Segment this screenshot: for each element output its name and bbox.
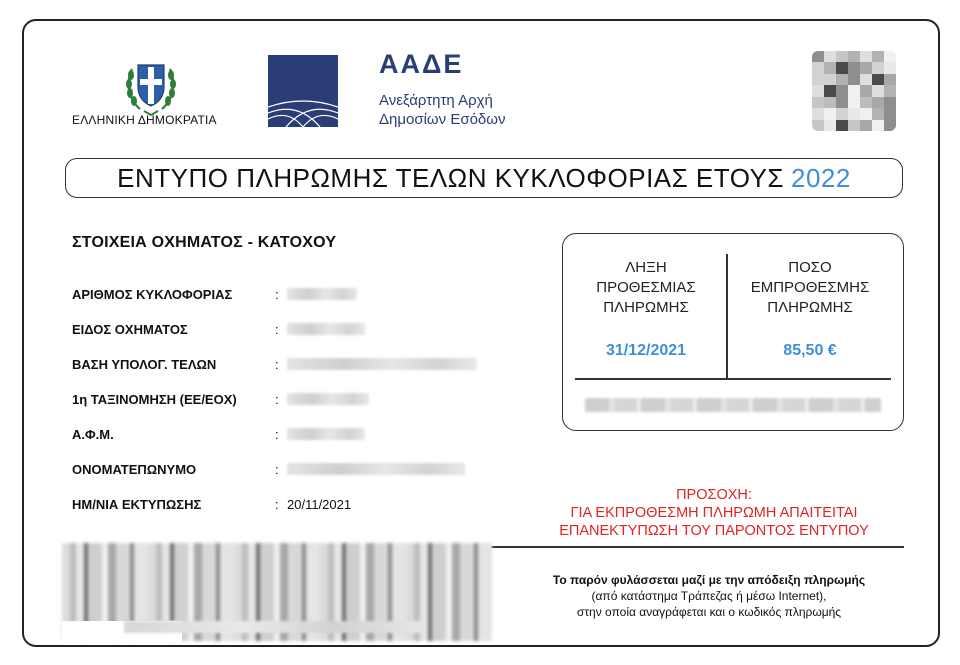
qr-pixel xyxy=(872,74,884,85)
qr-pixel xyxy=(860,120,872,131)
payment-info-box xyxy=(562,233,904,431)
redacted-value xyxy=(287,393,369,405)
qr-pixel xyxy=(812,120,824,131)
field-print-date xyxy=(72,494,492,514)
field-colon: : xyxy=(275,321,279,337)
qr-pixel xyxy=(824,62,836,73)
qr-pixel xyxy=(812,74,824,85)
qr-pixel xyxy=(848,108,860,119)
qr-pixel xyxy=(884,85,896,96)
qr-pixel xyxy=(824,74,836,85)
qr-pixel xyxy=(872,51,884,62)
redacted-value xyxy=(287,323,365,335)
qr-pixel xyxy=(872,62,884,73)
authority-name-line2: Δημοσίων Εσόδων xyxy=(379,111,506,128)
field-label: Α.Φ.Μ. xyxy=(72,426,114,442)
redacted-value xyxy=(287,428,365,440)
authority-acronym: ΑΑΔΕ xyxy=(379,49,464,79)
qr-pixel xyxy=(824,108,836,119)
qr-pixel xyxy=(812,97,824,108)
deadline-label xyxy=(571,258,721,318)
redacted-value xyxy=(287,463,465,475)
qr-pixel xyxy=(860,62,872,73)
field-label: ΟΝΟΜΑΤΕΠΩΝΥΜΟ xyxy=(72,461,197,477)
qr-pixel xyxy=(824,97,836,108)
receipt-note xyxy=(514,572,904,620)
qr-pixel xyxy=(884,120,896,131)
late-payment-warning xyxy=(524,486,904,540)
field-colon: : xyxy=(275,286,279,302)
aade-logo-icon xyxy=(268,55,338,127)
vehicle-section-title: ΣΤΟΙΧΕΙΑ ΟΧΗΜΑΤΟΣ - ΚΑΤΟΧΟΥ xyxy=(72,234,337,251)
document-title xyxy=(65,158,903,198)
qr-pixel xyxy=(848,51,860,62)
qr-pixel xyxy=(836,108,848,119)
redacted-value xyxy=(287,358,477,370)
field-colon: : xyxy=(275,461,279,477)
qr-pixel xyxy=(836,51,848,62)
warning-divider xyxy=(491,546,904,548)
authority-name-line1: Ανεξάρτητη Αρχή xyxy=(379,92,493,109)
amount-label-line: ΠΛΗΡΩΜΗΣ xyxy=(767,299,853,316)
field-registration-number xyxy=(72,284,492,304)
qr-pixel xyxy=(812,62,824,73)
deadline-value: 31/12/2021 xyxy=(605,342,687,359)
redacted-payment-code xyxy=(585,398,881,412)
qr-pixel xyxy=(836,74,848,85)
qr-pixel xyxy=(884,51,896,62)
qr-pixel xyxy=(848,62,860,73)
payment-form-card xyxy=(22,19,940,647)
note-line: στην οποία αναγράφεται και ο κωδικός πληρωμής xyxy=(576,605,842,619)
greek-emblem-icon xyxy=(122,51,180,121)
field-colon: : xyxy=(275,426,279,442)
qr-pixel xyxy=(860,108,872,119)
qr-pixel xyxy=(836,120,848,131)
field-label: ΗΜ/ΝΙΑ ΕΚΤΥΠΩΣΗΣ xyxy=(72,496,202,512)
qr-code-icon xyxy=(812,51,896,131)
qr-pixel xyxy=(860,74,872,85)
note-line: (από κατάστημα Τράπεζας ή μέσω Internet), xyxy=(591,589,827,603)
qr-pixel xyxy=(848,120,860,131)
field-colon: : xyxy=(275,356,279,372)
field-colon: : xyxy=(275,496,279,512)
qr-pixel xyxy=(824,51,836,62)
qr-pixel xyxy=(860,85,872,96)
row-divider xyxy=(575,378,891,380)
government-label: ΕΛΛΗΝΙΚΗ ΔΗΜΟΚΡΑΤΙΑ xyxy=(72,113,217,127)
qr-pixel xyxy=(860,51,872,62)
field-first-registration xyxy=(72,389,492,409)
qr-pixel xyxy=(836,62,848,73)
note-line: Το παρόν φυλάσσεται μαζί με την απόδειξη πληρωμής xyxy=(552,573,866,587)
field-label: ΕΙΔΟΣ ΟΧΗΜΑΤΟΣ xyxy=(72,321,188,337)
warning-line: ΓΙΑ ΕΚΠΡΟΘΕΣΜΗ ΠΛΗΡΩΜΗ ΑΠΑΙΤΕΙΤΑΙ xyxy=(570,505,858,521)
qr-pixel xyxy=(836,85,848,96)
deadline-label-line: ΠΛΗΡΩΜΗΣ xyxy=(603,299,689,316)
deadline-label-line: ΠΡΟΘΕΣΜΙΑΣ xyxy=(596,279,696,296)
qr-pixel xyxy=(812,51,824,62)
qr-pixel xyxy=(836,97,848,108)
redacted-value xyxy=(287,288,357,300)
authority-name xyxy=(379,91,505,129)
field-vehicle-type xyxy=(72,319,492,339)
amount-label-line: ΠΟΣΟ xyxy=(788,259,832,276)
print-date-value: 20/11/2021 xyxy=(287,496,352,512)
qr-pixel xyxy=(872,120,884,131)
warning-line: ΕΠΑΝΕΚΤΥΠΩΣΗ ΤΟΥ ΠΑΡΟΝΤΟΣ ΕΝΤΥΠΟΥ xyxy=(559,523,869,539)
field-label: ΒΑΣΗ ΥΠΟΛΟΓ. ΤΕΛΩΝ xyxy=(72,356,217,372)
qr-pixel xyxy=(812,85,824,96)
field-label: ΑΡΙΘΜΟΣ ΚΥΚΛΟΦΟΡΙΑΣ xyxy=(72,286,233,302)
qr-pixel xyxy=(848,85,860,96)
field-tax-id xyxy=(72,424,492,444)
qr-pixel xyxy=(824,85,836,96)
field-full-name xyxy=(72,459,492,479)
qr-pixel xyxy=(848,97,860,108)
qr-pixel xyxy=(860,97,872,108)
redacted-barcode-digits xyxy=(124,621,424,633)
qr-pixel xyxy=(872,85,884,96)
qr-pixel xyxy=(884,74,896,85)
qr-pixel xyxy=(848,74,860,85)
warning-line: ΠΡΟΣΟΧΗ: xyxy=(676,487,752,503)
qr-pixel xyxy=(872,97,884,108)
amount-label xyxy=(735,258,885,318)
amount-label-line: ΕΜΠΡΟΘΕΣΜΗΣ xyxy=(750,279,870,296)
document-title-year: 2022 xyxy=(791,162,851,193)
amount-value: 85,50 € xyxy=(783,342,837,359)
qr-pixel xyxy=(884,108,896,119)
qr-pixel xyxy=(824,120,836,131)
document-title-text: ΕΝΤΥΠΟ ΠΛΗΡΩΜΗΣ ΤΕΛΩΝ ΚΥΚΛΟΦΟΡΙΑΣ ΕΤΟΥΣ xyxy=(117,162,784,193)
qr-pixel xyxy=(884,62,896,73)
qr-pixel xyxy=(884,97,896,108)
qr-pixel xyxy=(812,108,824,119)
field-label: 1η ΤΑΞΙΝΟΜΗΣΗ (ΕΕ/ΕΟΧ) xyxy=(72,391,237,407)
qr-pixel xyxy=(872,108,884,119)
deadline-label-line: ΛΗΞΗ xyxy=(625,259,667,276)
column-divider xyxy=(726,254,728,378)
field-fee-basis xyxy=(72,354,492,374)
field-colon: : xyxy=(275,391,279,407)
